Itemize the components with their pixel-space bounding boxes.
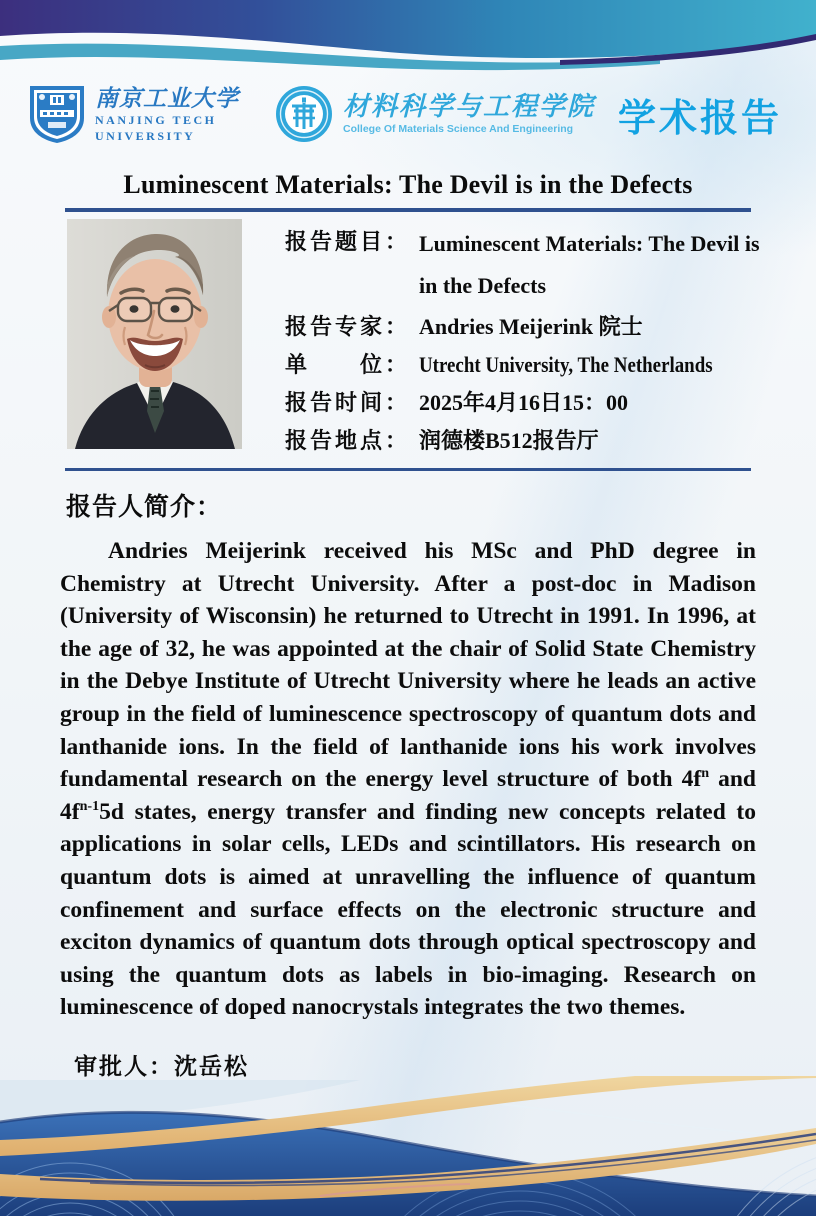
info-row-title	[285, 223, 760, 307]
academic-report-badge: 学术报告	[617, 97, 782, 140]
page-title: Luminescent Materials: The Devil is in the Defects	[123, 170, 693, 199]
info-list	[285, 219, 760, 460]
info-row-affiliation	[285, 346, 760, 383]
info-value-time: 2025年4月16日15：00	[419, 389, 629, 415]
info-row-venue	[285, 422, 760, 459]
bio-text-3: 5d states, energy transfer and finding new concepts related to applications in solar cells, LEDs and scintillators. His research on quantum dots is aimed at unravelling the influence of quantum confinement and surface effects on the electronic structure and exciton dynamics of quantum dots through optical spectroscopy and using the quantum dots as labels in bio-imaging. Research on luminescence of doped nanocrystals integrates the two themes.	[60, 798, 756, 1021]
info-value-title: Luminescent Materials: The Devil is in the Defects	[419, 230, 760, 298]
info-label-time: 报告时间：	[285, 389, 411, 415]
superscript-n: n	[701, 765, 710, 782]
college-name-cn: 材料科学与工程学院	[343, 92, 596, 122]
bio-text-1: Andries Meijerink received his MSc and PhD degree in Chemistry at Utrecht University. After a post-doc in Madison (University of Wisconsin) he returned to Utrecht in 1991. In 1996, at the age of 32, he was appointed at the chair of Solid State Chemistry in the Debye Institute of Utrecht University where he leads an active group in the field of luminescence spectroscopy of quantum dots and lanthanide ions. In the field of lanthanide ions his work involves fundamental research on the energy level structure of both 4f	[60, 538, 756, 793]
info-row-speaker	[285, 308, 760, 345]
info-label-venue: 报告地点：	[285, 427, 411, 453]
njtech-shield-icon	[28, 84, 86, 144]
approver-line: 审批人：沈岳松	[74, 1052, 249, 1079]
njtech-name-en-1: NANJING TECH	[95, 112, 217, 127]
njtech-logo	[28, 84, 239, 144]
njtech-name-en-2: UNIVERSITY	[95, 128, 196, 143]
college-seal-icon	[275, 85, 333, 143]
njtech-logo-text	[95, 84, 239, 143]
superscript-n-1: n-1	[79, 797, 100, 814]
divider-bottom	[65, 468, 751, 472]
bio-text-2: and 4f	[60, 766, 756, 825]
info-value-venue: 润德楼B512报告厅	[419, 427, 599, 453]
college-name-en: College Of Materials Science And Engineering	[343, 122, 574, 135]
header	[0, 0, 816, 144]
info-label-speaker: 报告专家：	[285, 313, 411, 339]
njtech-name-cn: 南京工业大学	[95, 84, 239, 112]
info-label-affiliation: 单 位：	[285, 351, 411, 377]
college-logo	[275, 85, 595, 143]
bio-paragraph	[60, 535, 756, 1024]
info-label-title: 报告题目：	[285, 228, 411, 254]
info-row-time	[285, 384, 760, 421]
speaker-photo-illustration	[67, 219, 242, 449]
bottom-wave-decoration	[0, 1076, 816, 1216]
divider-top	[65, 208, 751, 212]
college-logo-text	[343, 93, 595, 134]
info-section	[67, 219, 760, 460]
info-value-affiliation: Utrecht University, The Netherlands	[419, 351, 713, 377]
info-value-speaker: Andries Meijerink 院士	[419, 313, 643, 339]
bio-heading: 报告人简介：	[66, 493, 223, 521]
